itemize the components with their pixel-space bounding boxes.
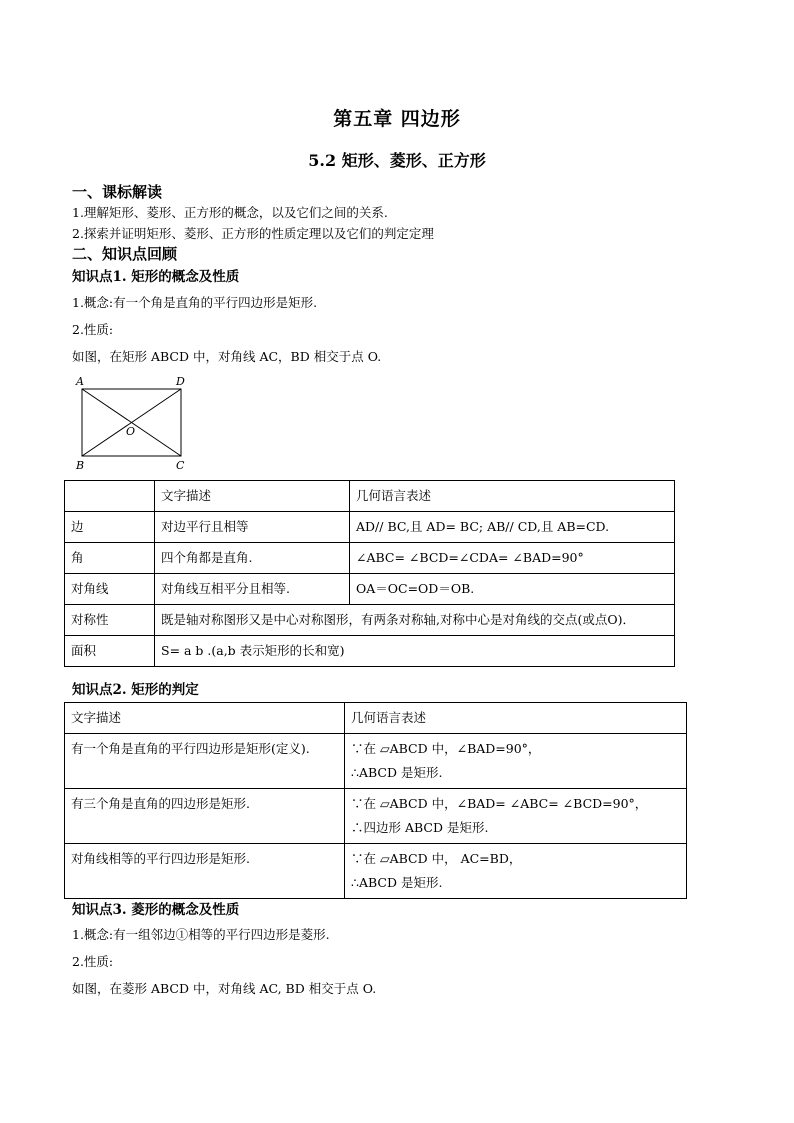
row-label: 对角线 xyxy=(65,574,155,605)
rectangle-properties-table xyxy=(64,480,675,667)
header-cell-geometry: 几何语言表述 xyxy=(345,703,687,734)
row-label: 面积 xyxy=(65,636,155,667)
row-description: 对边平行且相等 xyxy=(155,512,350,543)
row-geometry xyxy=(345,844,687,899)
kp1-heading: 知识点1. 矩形的概念及性质 xyxy=(72,269,240,285)
kp1-concept: 1.概念:有一个角是直角的平行四边形是矩形. xyxy=(72,295,318,310)
row-description: 既是轴对称图形又是中心对称图形，有两条对称轴,对称中心是对角线的交点(或点O)． xyxy=(155,605,675,636)
objective-item-2: 2.探索并证明矩形、菱形、正方形的性质定理以及它们的判定定理 xyxy=(72,226,434,241)
table-header-row xyxy=(65,703,687,734)
rectangle-criteria-table xyxy=(64,702,687,899)
row-description: 对角线相等的平行四边形是矩形. xyxy=(65,844,345,899)
page-title: 第五章 四边形 xyxy=(333,108,461,130)
geometry-line: ∴四边形 ABCD 是矩形. xyxy=(351,820,489,835)
header-cell-geometry: 几何语言表述 xyxy=(350,481,675,512)
kp3-heading: 知识点3. 菱形的概念及性质 xyxy=(72,902,240,918)
row-description: S= a b .(a,b 表示矩形的长和宽) xyxy=(155,636,675,667)
section-subtitle: 5.2 矩形、菱形、正方形 xyxy=(308,151,486,170)
table-row xyxy=(65,543,675,574)
row-label: 对称性 xyxy=(65,605,155,636)
objective-item-1: 1.理解矩形、菱形、正方形的概念，以及它们之间的关系. xyxy=(72,205,388,220)
row-geometry xyxy=(345,789,687,844)
header-cell-description: 文字描述 xyxy=(65,703,345,734)
section-heading-1: 一、课标解读 xyxy=(72,183,163,201)
kp3-figure-intro: 如图，在菱形 ABCD 中，对角线 AC, BD 相交于点 O. xyxy=(72,981,377,996)
section-heading-2: 二、知识点回顾 xyxy=(72,245,178,263)
table-row xyxy=(65,789,687,844)
table-header-row xyxy=(65,481,675,512)
header-cell-description: 文字描述 xyxy=(155,481,350,512)
geometry-line: ∴ABCD 是矩形. xyxy=(351,875,443,890)
row-geometry xyxy=(345,734,687,789)
table-row xyxy=(65,844,687,899)
geometry-line: ∵在 ▱ABCD 中，∠BAD=90°， xyxy=(351,741,541,756)
table-row xyxy=(65,636,675,667)
row-description: 有一个角是直角的平行四边形是矩形(定义). xyxy=(65,734,345,789)
rectangle-diagram xyxy=(70,372,200,474)
geometry-line: ∴ABCD 是矩形. xyxy=(351,765,443,780)
row-description: 对角线互相平分且相等. xyxy=(155,574,350,605)
table-row xyxy=(65,734,687,789)
kp1-property-label: 2.性质: xyxy=(72,322,114,337)
header-cell-empty xyxy=(65,481,155,512)
kp1-figure-intro: 如图，在矩形 ABCD 中，对角线 AC，BD 相交于点 O. xyxy=(72,349,382,364)
table-row xyxy=(65,605,675,636)
row-geometry: OA＝OC=OD＝OB. xyxy=(350,574,675,605)
table-row xyxy=(65,574,675,605)
row-geometry: AD// BC,且 AD= BC; AB// CD,且 AB=CD. xyxy=(350,512,675,543)
row-geometry: ∠ABC= ∠BCD=∠CDA= ∠BAD=90° xyxy=(350,543,675,574)
kp2-heading: 知识点2. 矩形的判定 xyxy=(72,682,199,698)
vertex-label-b: B xyxy=(76,459,85,472)
kp3-property-label: 2.性质: xyxy=(72,954,114,969)
kp3-concept: 1.概念:有一组邻边①相等的平行四边形是菱形. xyxy=(72,927,330,942)
vertex-label-c: C xyxy=(176,459,185,472)
row-description: 四个角都是直角. xyxy=(155,543,350,574)
row-description: 有三个角是直角的四边形是矩形. xyxy=(65,789,345,844)
row-label: 边 xyxy=(65,512,155,543)
row-label: 角 xyxy=(65,543,155,574)
vertex-label-a: A xyxy=(76,375,84,388)
geometry-line: ∵在 ▱ABCD 中，∠BAD= ∠ABC= ∠BCD=90°， xyxy=(351,796,648,811)
table-row xyxy=(65,512,675,543)
center-label-o: O xyxy=(126,425,136,438)
geometry-line: ∵在 ▱ABCD 中， AC=BD， xyxy=(351,851,522,866)
vertex-label-d: D xyxy=(176,375,185,388)
